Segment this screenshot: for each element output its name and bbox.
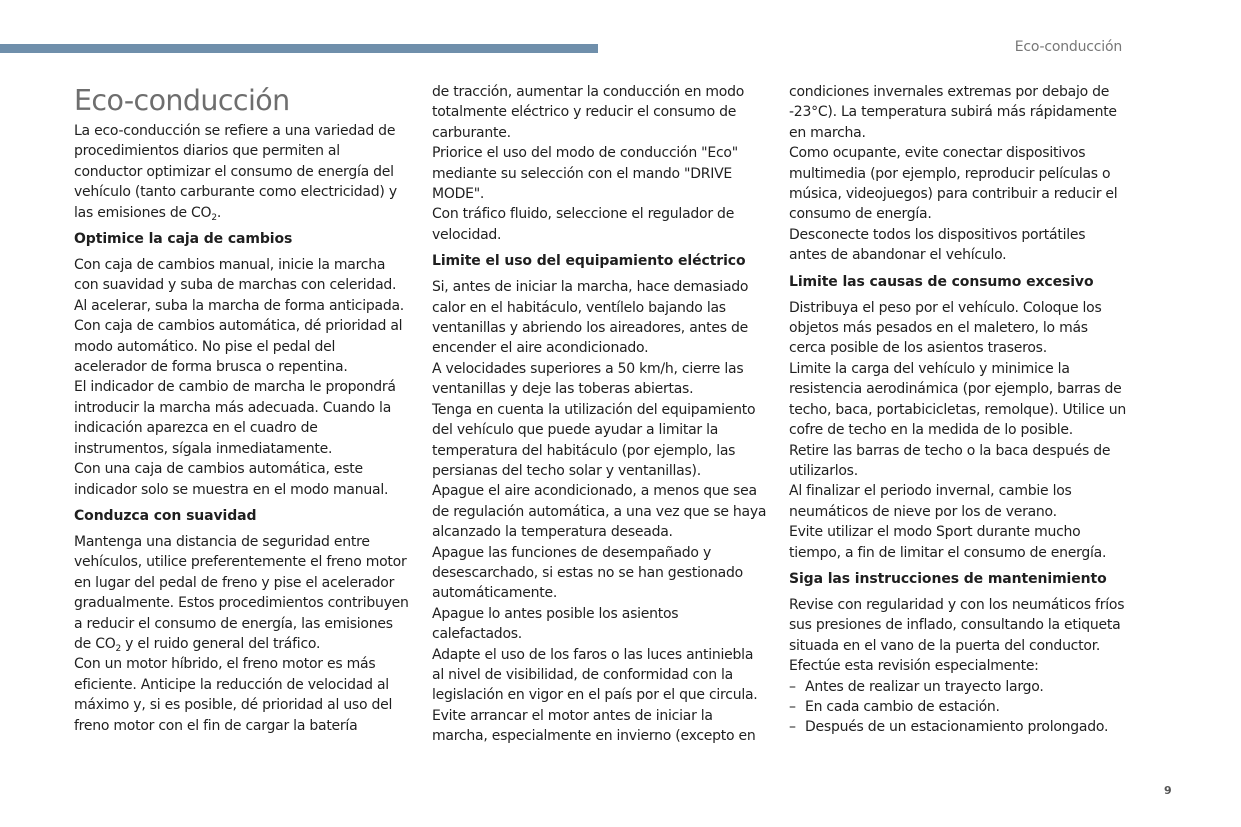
maintenance-list	[789, 677, 1127, 738]
electrical-paragraph: Tenga en cuenta la utilización del equipamiento del vehículo que puede ayudar a limitar la temperatura del habitáculo (por ejemplo, las persianas del techo solar y ventanillas).	[432, 401, 756, 479]
column-1	[74, 82, 410, 736]
electrical-paragraph: A velocidades superiores a 50 km/h, cierre las ventanillas y deje las toberas abiertas.	[432, 360, 744, 398]
page-number: 9	[1164, 784, 1172, 797]
gearbox-paragraph: El indicador de cambio de marcha le propondrá introducir la marcha más adecuada. Cuando la indicación aparezca en el cuadro de instrumentos, sígala inmediatamente.	[74, 379, 396, 457]
section-heading-gearbox: Optimice la caja de cambios	[74, 231, 293, 248]
page-title: Eco-conducción	[74, 84, 290, 117]
list-item: – En cada cambio de estación.	[789, 697, 1127, 717]
list-item: – Antes de realizar un trayecto largo.	[789, 677, 1127, 697]
electrical-paragraph: Adapte el uso de los faros o las luces antiniebla al nivel de visibilidad, de conformidad con la legislación en vigor en el país por el que circula.	[432, 646, 758, 704]
maintenance-paragraph: Revise con regularidad y con los neumáticos fríos sus presiones de inflado, consultando la etiqueta situada en el vano de la puerta del conductor.	[789, 596, 1125, 654]
smooth-driving-paragraph: Con un motor híbrido, el freno motor es más eficiente. Anticipe la reducción de velocidad al máximo y, si es posible, dé prioridad al uso del freno motor con el fin de cargar la batería	[74, 656, 393, 734]
consumption-paragraph: Retire las barras de techo o la baca después de utilizarlos.	[789, 442, 1111, 479]
continued-paragraph: condiciones invernales extremas por debajo de -23°C). La temperatura subirá más rápidamente en marcha.	[789, 84, 1117, 141]
column-3	[789, 82, 1127, 738]
gearbox-paragraph: Con una caja de cambios automática, este indicador solo se muestra en el modo manual.	[74, 461, 389, 498]
electrical-paragraph: Si, antes de iniciar la marcha, hace demasiado calor en el habitáculo, ventílelo bajando las ventanillas y abriendo los aireadores, antes de encender el aire acondicionado.	[432, 279, 749, 357]
gearbox-paragraph: Con caja de cambios manual, inicie la marcha con suavidad y suba de marchas con celeridad. Al acelerar, suba la marcha de forma anticipada.	[74, 257, 404, 314]
electrical-paragraph: Evite arrancar el motor antes de iniciar la marcha, especialmente en invierno (excepto en	[432, 707, 756, 745]
running-header-title: Eco-conducción	[1014, 39, 1122, 55]
consumption-paragraph: Al finalizar el periodo invernal, cambie los neumáticos de nieve por los de verano.	[789, 483, 1072, 520]
section-heading-maintenance: Siga las instrucciones de mantenimiento	[789, 570, 1107, 587]
electrical-paragraph: Apague las funciones de desempañado y desescarchado, si estas no se han gestionado automáticamente.	[432, 544, 743, 602]
header-accent-bar	[0, 44, 598, 53]
consumption-paragraph: Limite la carga del vehículo y minimice la resistencia aerodinámica (por ejemplo, barras de techo, baca, portabicicletas, remolque). Utilice un cofre de techo en la medida de lo posible.	[789, 360, 1126, 439]
maintenance-paragraph: Efectúe esta revisión especialmente:	[789, 658, 1039, 675]
gearbox-paragraph: Con caja de cambios automática, dé prioridad al modo automático. No pise el pedal del acelerador de forma brusca o repentina.	[74, 318, 403, 376]
smooth-driving-paragraph: Mantenga una distancia de seguridad entre vehículos, utilice preferentemente el freno motor en lugar del pedal de freno y pise el acelerador gradualmente. Estos procedimientos contribuyen a reducir el consumo de energía, las emisiones de $CO_2$ y el ruido general del tráfico.	[74, 533, 409, 654]
consumption-paragraph: Evite utilizar el modo Sport durante mucho tiempo, a fin de limitar el consumo de energía.	[789, 524, 1107, 561]
electrical-paragraph: Apague el aire acondicionado, a menos que sea de regulación automática, a una vez que se haya alcanzado la temperatura deseada.	[432, 483, 767, 541]
section-heading-electrical-equipment: Limite el uso del equipamiento eléctrico	[432, 253, 746, 270]
eco-mode-paragraph: Priorice el uso del modo de conducción "Eco" mediante su selección con el mando "DRIVE MODE".	[432, 145, 738, 203]
electrical-paragraph: Apague lo antes posible los asientos calefactados.	[432, 605, 679, 643]
consumption-paragraph: Distribuya el peso por el vehículo. Coloque los objetos más pesados en el maletero, lo más cerca posible de los asientos traseros.	[789, 299, 1102, 357]
intro-paragraph: La eco-conducción se refiere a una variedad de procedimientos diarios que permiten al conductor optimizar el consumo de energía del vehículo (tanto carburante como electricidad) y las emisiones de $CO_2$.	[74, 123, 397, 223]
cruise-control-paragraph: Con tráfico fluido, seleccione el regulador de velocidad.	[432, 206, 735, 243]
disconnect-paragraph: Desconecte todos los dispositivos portátiles antes de abandonar el vehículo.	[789, 226, 1086, 264]
section-heading-smooth-driving: Conduzca con suavidad	[74, 507, 257, 524]
list-item: – Después de un estacionamiento prolongado.	[789, 717, 1127, 737]
column-2	[432, 82, 768, 747]
occupant-paragraph: Como ocupante, evite conectar dispositivos multimedia (por ejemplo, reproducir películas o música, videojuegos) para contribuir a reducir el consumo de energía.	[789, 145, 1118, 223]
continued-paragraph: de tracción, aumentar la conducción en modo totalmente eléctrico y reducir el consumo de carburante.	[432, 84, 745, 141]
section-heading-excess-consumption: Limite las causas de consumo excesivo	[789, 273, 1094, 290]
